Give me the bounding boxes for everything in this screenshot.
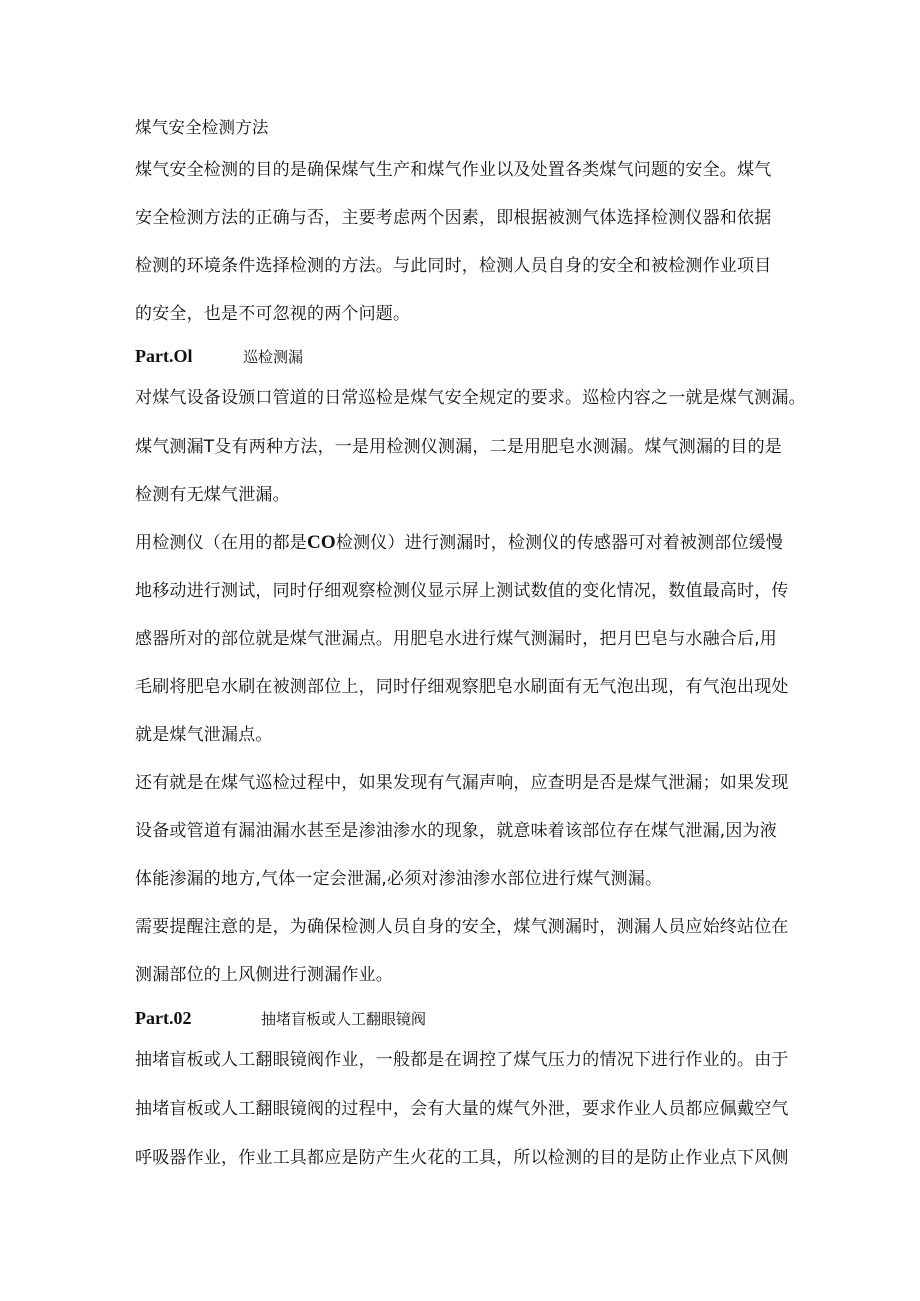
paragraph-line: 对煤气设备设颁口管道的日常巡检是煤气安全规定的要求。巡检内容之一就是煤气测漏。	[135, 388, 806, 408]
paragraph-line: 测漏部位的上风侧进行测漏作业。	[135, 965, 393, 985]
paragraph-line: 呼吸器作业，作业工具都应是防产生火花的工具，所以检测的目的是防止作业点下风侧	[135, 1148, 789, 1168]
paragraph-line	[135, 531, 785, 555]
paragraph-line: 感器所对的部位就是煤气泄漏点。用肥皂水进行煤气测漏时，把月巴皂与水融合后,用	[135, 629, 778, 649]
paragraph-line: 检测有无煤气泄漏。	[135, 485, 290, 505]
co-term: CO	[307, 532, 336, 553]
intro-line: 煤气安全检测的目的是确保煤气生产和煤气作业以及处置各类煤气问题的安全。煤气	[135, 160, 772, 180]
part1-label: Part.Ol	[135, 346, 193, 366]
part1-heading	[135, 344, 304, 369]
document-title: 煤气安全检测方法	[135, 118, 269, 137]
paragraph-line: 设备或管道有漏油漏水甚至是渗油渗水的现象，就意味着该部位存在煤气泄漏,因为液	[135, 821, 778, 841]
intro-line: 安全检测方法的正确与否，主要考虑两个因素，即根据被测气体选择检测仪器和依据	[135, 208, 772, 228]
paragraph-line: 煤气测漏T殳有两种方法，一是用检测仪测漏，二是用肥皂水测漏。煤气测漏的目的是	[135, 437, 782, 457]
paragraph-line: 还有就是在煤气巡检过程中，如果发现有气漏声响，应查明是否是煤气泄漏；如果发现	[135, 773, 789, 793]
paragraph-line: 就是煤气泄漏点。	[135, 725, 273, 745]
part2-name: 抽堵盲板或人工翻眼镜阀	[261, 1010, 427, 1028]
paragraph-line: 体能渗漏的地方,气体一定会泄漏,必须对渗油渗水部位进行煤气测漏。	[135, 869, 663, 889]
paragraph-line: 抽堵盲板或人工翻眼镜阀的过程中，会有大量的煤气外泄，要求作业人员都应佩戴空气	[135, 1099, 789, 1119]
part2-label: Part.02	[135, 1008, 192, 1028]
text-segment: 检测仪）进行测漏时，检测仪的传感器可对着被测部位缓慢	[335, 533, 784, 553]
paragraph-line: 地移动进行测试，同时仔细观察检测仪显示屏上测试数值的变化情况，数值最高时，传	[135, 581, 789, 601]
part2-heading	[135, 1006, 427, 1031]
intro-line: 检测的环境条件选择检测的方法。与此同时，检测人员自身的安全和被检测作业项目	[135, 256, 772, 276]
paragraph-line: 毛刷将肥皂水刷在被测部位上，同时仔细观察肥皂水刷面有无气泡出现，有气泡出现处	[135, 677, 789, 697]
intro-line: 的安全，也是不可忽视的两个问题。	[135, 304, 411, 324]
part1-name: 巡检测漏	[243, 348, 304, 366]
text-segment: 用检测仪（在用的都是	[135, 533, 307, 553]
paragraph-line: 需要提醒注意的是，为确保检测人员自身的安全，煤气测漏时，测漏人员应始终站位在	[135, 917, 789, 937]
paragraph-line: 抽堵盲板或人工翻眼镜阀作业，一般都是在调控了煤气压力的情况下进行作业的。由于	[135, 1050, 789, 1070]
